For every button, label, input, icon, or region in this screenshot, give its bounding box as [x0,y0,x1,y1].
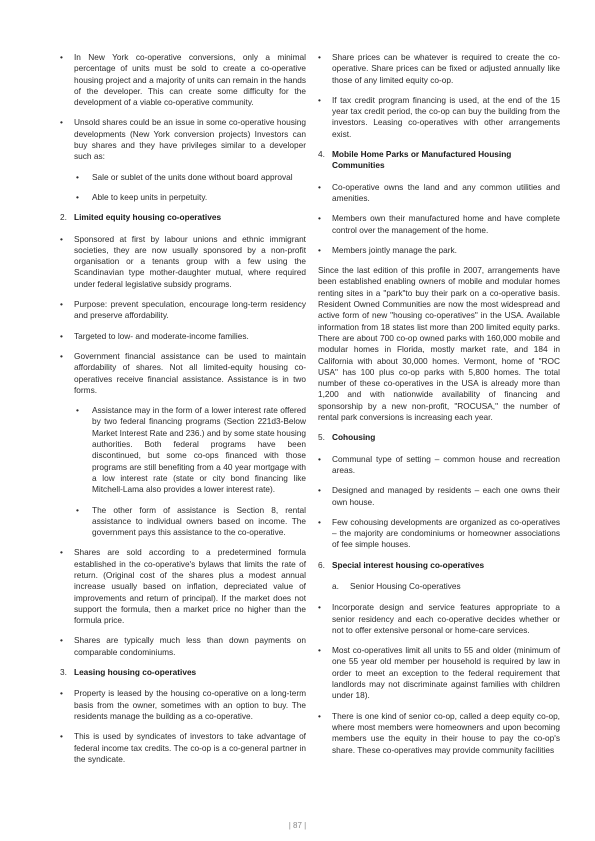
list-item: • Unsold shares could be an issue in some co-operative housing developments (New York conversion projects) Investors can buy shares and they have privileges similar to a developer such as: [60,117,306,162]
section-number: 5. [318,432,325,443]
list-item: • Members jointly manage the park. [318,245,560,256]
subsection-letter: a. [332,580,339,591]
left-column [60,52,306,774]
section-title: Special interest housing co-operatives [332,559,485,570]
list-item: • Shares are typically much less than down payments on comparable condominiums. [60,635,306,658]
list-item: • Few cohousing developments are organized as co-operatives – the majority are condominiums or homeowner associations of fee simple houses. [318,517,560,551]
section-number: 2. [60,212,67,223]
list-item: • Communal type of setting – common house and recreation areas. [318,454,560,477]
list-item: • If tax credit program financing is used, at the end of the 15 year tax credit period, the co-op can buy the building from the investors. Leasing co-operatives with other arrangements exist. [318,95,560,140]
section-heading [318,149,560,172]
list-item: • Incorporate design and service features appropriate to a senior residency and each co-operative decides whether or not to offer extensive personal or home-care services. [318,602,560,636]
body-paragraph: Since the last edition of this profile in 2007, arrangements have been established enabling owners of mobile and modular homes renting sites in a "park"to buy their park on a co-operative basis. Resident Owned Communities are now the most widespread and active form of new "housing co-operatives" in the USA. Available information from 18 states list more than 200 limited equity parks. There are about 700 co-op owned parks with 160,000 mobile and modular homes in Florida, mostly market rate, and 184 in California with about 30,000 homes. Vermont, home of "ROC USA" has 100 plus co-op parks with 5,800 homes. The total number of these co-operatives in the USA is already more than 1,200 and with nationwide availability of financing and sponsorship by a new non-profit, "ROCUSA," the number of rental park conversions is increasing each year. [318,265,560,423]
section-number: 4. [318,149,325,160]
right-column [318,52,560,765]
subsection-heading [332,581,560,592]
list-item: • Members own their manufactured home and have complete control over the management of the home. [318,213,560,236]
list-item: • Targeted to low- and moderate-income families. [60,331,306,342]
sub-list-item: • Assistance may in the form of a lower interest rate offered by two federal financing programs (Section 221d3-Below Market Interest Rate and 236.) and by some state housing authorities. Both federal programs have been discontinued, but some co-ops financed with those programs are still benefiting from a 40 year mortgage with a low interest rate (state or city bond financing like Mitchell-Lama also provides a lower interest rate). [74,405,306,495]
section-heading [318,560,560,571]
section-title: Leasing housing co-operatives [74,667,197,678]
page-number: | 87 | [288,821,307,830]
section-heading [60,212,306,223]
section-number: 3. [60,667,67,678]
list-item: • Shares are sold according to a predetermined formula established in the co-operative's bylaws that limits the rate of return. (Original cost of the shares plus a modest annual increase usually based on inflation, depreciated value of improvements and return of principal). If the market does not support the formula, then a market price no higher than the formula price. [60,547,306,626]
list-item: • Share prices can be whatever is required to create the co-operative. Share prices can be fixed or adjusted annually like those of any limited equity co-op. [318,52,560,86]
list-item: • Government financial assistance can be used to maintain affordability of shares. Not all limited-equity housing co-operatives receive financial assistance. Assistance is in two forms. [60,351,306,396]
section-number: 6. [318,559,325,570]
sub-list-item: • Sale or sublet of the units done without board approval [74,172,306,183]
list-item: • Most co-operatives limit all units to 55 and older (minimum of one 55 year old member per household is required by law in order to meet an exception to the federal requirement that landlords may not discriminate against families with children under 18). [318,645,560,701]
list-item: • Property is leased by the housing co-operative on a long-term basis from the owner, sometimes with an option to buy. The residents manage the building as a co-operative. [60,688,306,722]
section-heading [60,667,306,678]
list-item: • In New York co-operative conversions, only a minimal percentage of units must be sold to create a co-operative housing project and a majority of units can remain in the hands of the developer. This can create some difficulty for the development of a viable co-operative community. [60,52,306,108]
subsection-title: Senior Housing Co-operatives [350,580,461,591]
list-item: • Sponsored at first by labour unions and ethnic immigrant societies, they are now usually sponsored by a non-profit organisation or a tenants group with a few using the Scandinavian type mother-daughter mutual, where required under federal legislative subsidy programs. [60,234,306,290]
section-title: Limited equity housing co-operatives [74,212,222,223]
list-item: • There is one kind of senior co-op, called a deep equity co-op, where most members were homeowners and upon becoming members use the equity in their house to pay the co-op's share. These co-operatives may provide community facilities [318,711,560,756]
sub-list-item: • Able to keep units in perpetuity. [74,192,306,203]
list-item: • Co-operative owns the land and any common utilities and amenities. [318,182,560,205]
section-title: Mobile Home Parks or Manufactured Housing Communities [332,149,512,171]
section-title: Cohousing [332,432,376,443]
sub-list-item: • The other form of assistance is Section 8, rental assistance to individual owners based on income. The government pays this assistance to the co-operative. [74,505,306,539]
list-item: • Purpose: prevent speculation, encourage long-term residency and preserve affordability. [60,299,306,322]
list-item: • This is used by syndicates of investors to take advantage of federal income tax credits. The co-op is a co-general partner in the syndicate. [60,731,306,765]
section-heading [318,432,560,443]
list-item: • Designed and managed by residents – each one owns their own house. [318,485,560,508]
